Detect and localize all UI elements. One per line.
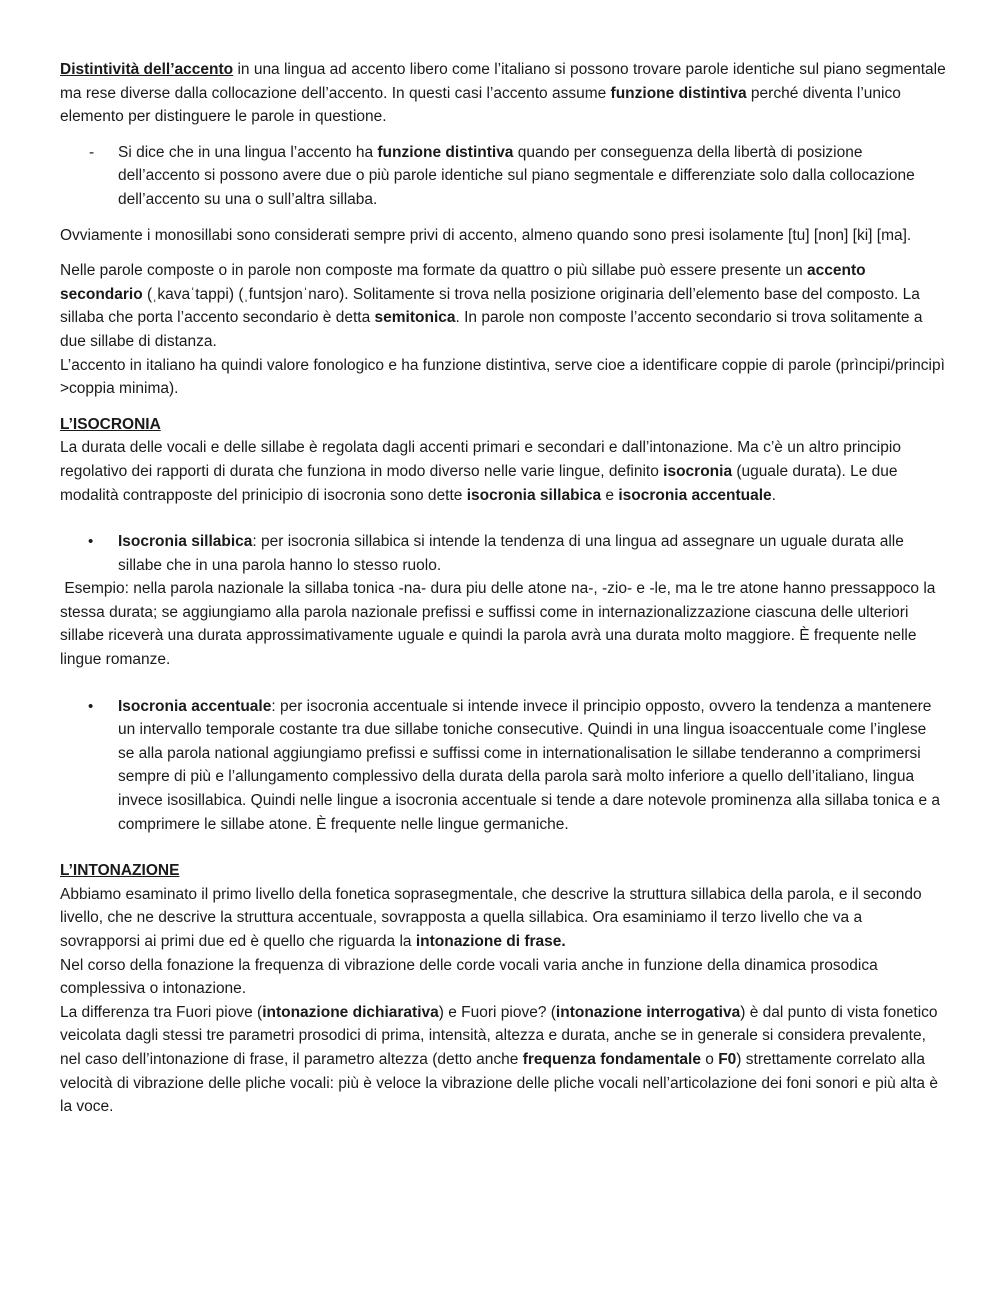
document-page xyxy=(60,58,946,1119)
bold-term: Isocronia sillabica xyxy=(118,533,253,551)
text-run: La durata delle vocali e delle sillabe è regolata dagli accenti primari e secondari e dall’intonazione. Ma c’è un altro principio regolativo dei rapporti di durata che funziona in modo diverso nelle varie lingue, definito xyxy=(60,439,901,480)
paragraph-fonazione: Nel corso della fonazione la frequenza di vibrazione delle corde vocali varia anche in funzione della dinamica prosodica complessiva o intonazione. xyxy=(60,956,878,998)
text-run: ) è dal punto di vista fonetico veicolata dagli stessi tre parametri prosodici di prima, intensità, altezza e durata, anche se in generale si considera prevalente, nel caso dell’intonazione di frase, il parametro altezza (detto anche xyxy=(60,1003,938,1068)
paragraph-esempio: Esempio: nella parola nazionale la sillaba tonica -na- dura piu delle atone na-, -zio- e -le, ma le tre atone hanno pressappoco la stessa durata; se aggiungiamo alla parola nazionale prefissi e suffissi come in internazionalizzazione ciascuna delle ulteriori sillabe riceverà una durata approssimativamente uguale e quindi la parola avrà una durata molto maggiore. È frequente nelle lingue romanze. xyxy=(60,580,940,669)
bold-term: intonazione dichiarativa xyxy=(262,1003,439,1021)
section-heading-distintivita: Distintività dell’accento xyxy=(60,61,234,78)
bold-term: intonazione di frase. xyxy=(415,933,566,950)
paragraph-valore-fonologico: L’accento in italiano ha quindi valore fonologico e ha funzione distintiva, serve cioe a identificare coppie di parole (prìncipi/principì >coppia minima). xyxy=(60,356,945,398)
dash-marker: - xyxy=(89,143,95,161)
text-run: La differenza tra Fuori piove ( xyxy=(60,1003,263,1021)
text-run: quando per conseguenza della libertà di posizione dell’accento si possono avere due o più parole identiche sul piano segmentale e differenziate solo dalla collocazione dell’accento su una o sull’altra sillaba. xyxy=(118,143,915,208)
bold-term: isocronia xyxy=(663,462,733,480)
bold-term: F0 xyxy=(718,1050,737,1068)
text-run: perché diventa l’unico elemento per distinguere le parole in questione. xyxy=(60,84,901,126)
paragraph-accento-secondario xyxy=(60,259,946,353)
text-run: Si dice che in una lingua l’accento ha xyxy=(118,143,378,161)
paragraph-monosillabi: Ovviamente i monosillabi sono considerati sempre privi di accento, almeno quando sono presi isolamente [tu] [non] [ki] [ma]. xyxy=(60,226,912,244)
text-run: (ˌkavaˈtappi) (ˌfuntsjonˈnaro). Solitamente si trova nella posizione originaria dell’elemento base del composto. La sillaba che porta l’accento secondario è detta xyxy=(60,285,920,327)
bullet-marker: • xyxy=(88,697,94,715)
paragraph-intonazione-livelli xyxy=(60,883,946,954)
bold-term: intonazione interrogativa xyxy=(555,1003,741,1021)
paragraph-distintivita xyxy=(60,58,946,129)
list-item-dash xyxy=(60,141,946,212)
section-heading-intonazione: L’INTONAZIONE xyxy=(60,862,180,880)
text-run: ) e Fuori piove? ( xyxy=(438,1003,556,1021)
bold-term: frequenza fondamentale xyxy=(522,1050,701,1068)
text-run: o xyxy=(700,1050,719,1068)
bold-term: funzione distintiva xyxy=(377,143,514,161)
list-item-isocronia-accentuale xyxy=(60,695,946,837)
bold-term: funzione distintiva xyxy=(610,84,747,102)
list-item-isocronia-sillabica xyxy=(60,530,946,577)
text-run: Abbiamo esaminato il primo livello della fonetica soprasegmentale, che descrive la struttura sillabica della parola, e il secondo livello, che ne descrive la struttura accentuale, sovrapposta a quella sillabica. Ora esaminiamo il terzo livello che va a sovrapporsi ai primi due ed è quello che riguarda la xyxy=(60,885,922,950)
bold-term: semitonica xyxy=(374,309,456,327)
text-run: (uguale durata). Le due modalità contrapposte del prinicipio di isocronia sono dette xyxy=(60,462,898,504)
paragraph-fuori-piove xyxy=(60,1001,946,1119)
bullet-marker: • xyxy=(88,533,94,551)
text-run: : per isocronia sillabica si intende la tendenza di una lingua ad assegnare un uguale durata alle sillabe che in una parola hanno lo stesso ruolo. xyxy=(118,533,904,574)
section-heading-isocronia: L’ISOCRONIA xyxy=(60,415,161,433)
text-run: in una lingua ad accento libero come l’italiano si possono trovare parole identiche sul piano segmentale ma rese diverse dalla collocazione dell’accento. In questi casi l’accento assume xyxy=(60,61,946,102)
text-run: ) strettamente correlato alla velocità di vibrazione delle pliche vocali: più è veloce la vibrazione delle pliche vocali nell’articolazione dei foni sonori e più alta è la voce. xyxy=(60,1050,938,1116)
bold-term: isocronia accentuale xyxy=(618,486,772,504)
text-run: : per isocronia accentuale si intende invece il principio opposto, ovvero la tendenza a mantenere un intervallo temporale costante tra due sillabe toniche consecutive. Quindi in una lingua isoaccentuale come l’inglese se alla parola national aggiungiamo prefissi e suffissi come in internationalisation le sillabe tenderanno a comprimersi sempre di più e l’allungamento complessivo della durata della parola sarà molto inferiore a quello dell’italiano, lingua invece isosillabica. Quindi nelle lingue a isocronia accentuale si tende a dare notevole prominenza alla sillaba tonica e a comprimere le sillabe atone. È frequente nelle lingue germaniche. xyxy=(118,697,941,833)
text-run: Nelle parole composte o in parole non composte ma formate da quattro o più sillabe può essere presente un xyxy=(60,262,808,280)
bold-term: isocronia sillabica xyxy=(466,486,602,504)
list-item-text xyxy=(118,695,946,837)
text-run: . xyxy=(771,486,776,504)
text-run: e xyxy=(601,486,619,504)
bold-term: accento secondario xyxy=(60,262,866,303)
list-item-text xyxy=(118,530,946,577)
paragraph-isocronia-intro xyxy=(60,436,946,507)
list-item-text xyxy=(118,141,946,212)
bold-term: Isocronia accentuale xyxy=(118,697,272,715)
text-run: . In parole non composte l’accento secondario si trova solitamente a due sillabe di distanza. xyxy=(60,309,923,350)
